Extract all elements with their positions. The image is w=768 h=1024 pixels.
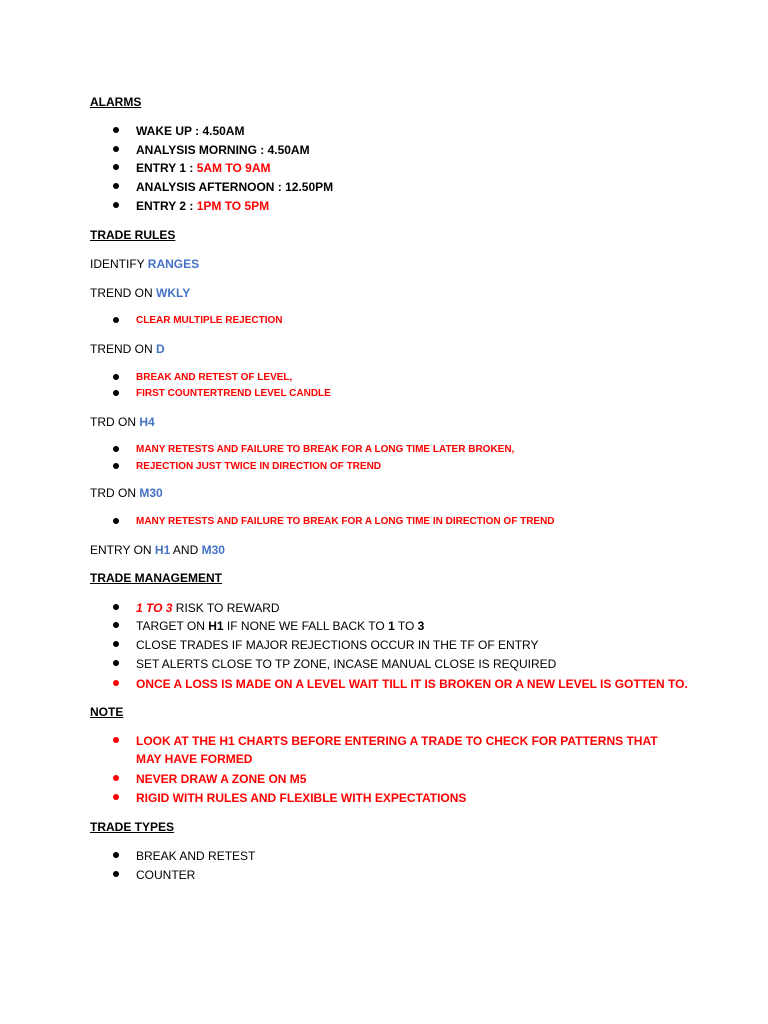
list-item <box>0 866 768 884</box>
list-item <box>0 312 768 330</box>
bullet-icon <box>113 871 119 877</box>
rule-text: REJECTION JUST TWICE IN DIRECTION OF TREND <box>136 461 382 472</box>
list-item <box>0 655 768 673</box>
trend-label: TRD ON <box>90 486 140 500</box>
bullet-icon <box>113 794 119 800</box>
identify-value: RANGES <box>147 257 200 271</box>
entry-and: AND <box>170 543 202 557</box>
timeframe-value: WKLY <box>156 286 191 300</box>
rule-text: MANY RETESTS AND FAILURE TO BREAK FOR A LONG TIME IN DIRECTION OF TREND <box>136 516 555 527</box>
rule-text: CLEAR MULTIPLE REJECTION <box>136 315 283 326</box>
timeframe-value: H1 <box>154 543 171 557</box>
target-timeframe: H1 <box>208 619 224 633</box>
bullet-icon <box>113 852 119 858</box>
list-item <box>0 617 768 635</box>
bullet-icon <box>113 183 119 189</box>
identify-line <box>90 257 199 271</box>
list-item <box>0 197 768 215</box>
alarm-time: 5AM TO 9AM <box>196 161 271 175</box>
list-item <box>0 178 768 196</box>
list-item <box>0 675 768 693</box>
alarm-time: 1PM TO 5PM <box>196 199 270 213</box>
ratio-value: 3 <box>417 619 425 633</box>
trade-type-text: BREAK AND RETEST <box>136 849 256 863</box>
list-item <box>0 458 768 476</box>
trend-d-line <box>90 342 165 356</box>
risk-ratio: 1 TO 3 <box>136 601 173 615</box>
alarm-label: ANALYSIS MORNING : 4.50AM <box>136 143 310 157</box>
note-heading: NOTE <box>90 705 124 719</box>
timeframe-value: M30 <box>201 543 225 557</box>
trade-management-heading: TRADE MANAGEMENT <box>90 571 222 585</box>
bullet-icon <box>113 146 119 152</box>
list-item <box>0 141 768 159</box>
bullet-icon <box>113 390 119 396</box>
bullet-icon <box>113 775 119 781</box>
management-text: CLOSE TRADES IF MAJOR REJECTIONS OCCUR IN THE TF OF ENTRY <box>136 638 539 652</box>
alarm-label: WAKE UP : 4.50AM <box>136 124 245 138</box>
alarm-label: ANALYSIS AFTERNOON : 12.50PM <box>136 180 334 194</box>
trd-h4-line <box>90 415 155 429</box>
trd-m30-line <box>90 486 163 500</box>
note-text: RIGID WITH RULES AND FLEXIBLE WITH EXPECTATIONS <box>136 791 467 805</box>
rule-text: BREAK AND RETEST OF LEVEL, <box>136 372 293 383</box>
list-item <box>0 159 768 177</box>
list-item <box>0 441 768 459</box>
rule-text: FIRST COUNTERTREND LEVEL CANDLE <box>136 388 331 399</box>
bullet-icon <box>113 518 119 524</box>
bullet-icon <box>113 737 119 743</box>
entry-line <box>90 543 225 557</box>
trend-label: TREND ON <box>90 342 156 356</box>
rule-text: MANY RETESTS AND FAILURE TO BREAK FOR A LONG TIME LATER BROKEN, <box>136 444 515 455</box>
entry-label: ENTRY ON <box>90 543 155 557</box>
list-item <box>0 636 768 654</box>
list-item <box>0 732 768 768</box>
bullet-icon <box>113 164 119 170</box>
bullet-icon <box>113 622 119 628</box>
note-text: LOOK AT THE H1 CHARTS BEFORE ENTERING A TRADE TO CHECK FOR PATTERNS THAT MAY HAVE FORMED <box>136 734 658 766</box>
management-text: TARGET ON <box>136 619 209 633</box>
timeframe-value: H4 <box>139 415 155 429</box>
bullet-icon <box>113 374 119 380</box>
timeframe-value: M30 <box>139 486 163 500</box>
bullet-icon <box>113 317 119 323</box>
bullet-icon <box>113 660 119 666</box>
list-item <box>0 122 768 140</box>
management-text: TO <box>394 619 418 633</box>
trade-type-text: COUNTER <box>136 868 196 882</box>
bullet-icon <box>113 680 119 686</box>
list-item <box>0 599 768 617</box>
management-text: RISK TO REWARD <box>172 601 280 615</box>
trend-label: TREND ON <box>90 286 156 300</box>
management-text: ONCE A LOSS IS MADE ON A LEVEL WAIT TILL IT IS BROKEN OR A NEW LEVEL IS GOTTEN TO. <box>136 677 688 691</box>
management-text: SET ALERTS CLOSE TO TP ZONE, INCASE MANUAL CLOSE IS REQUIRED <box>136 657 557 671</box>
alarms-heading: ALARMS <box>90 95 142 109</box>
bullet-icon <box>113 446 119 452</box>
identify-label: IDENTIFY <box>90 257 148 271</box>
trend-label: TRD ON <box>90 415 140 429</box>
bullet-icon <box>113 127 119 133</box>
alarm-label: ENTRY 2 : <box>136 199 197 213</box>
list-item <box>0 513 768 531</box>
list-item <box>0 770 768 788</box>
list-item <box>0 847 768 865</box>
note-text: NEVER DRAW A ZONE ON M5 <box>136 772 307 786</box>
ratio-value: 1 <box>388 619 395 633</box>
bullet-icon <box>113 202 119 208</box>
trend-wkly-line <box>90 286 190 300</box>
management-text: IF NONE WE FALL BACK TO <box>223 619 389 633</box>
bullet-icon <box>113 604 119 610</box>
list-item <box>0 789 768 807</box>
trade-rules-heading: TRADE RULES <box>90 228 176 242</box>
list-item <box>0 385 768 403</box>
timeframe-value: D <box>156 342 165 356</box>
bullet-icon <box>113 641 119 647</box>
alarm-label: ENTRY 1 : <box>136 161 197 175</box>
bullet-icon <box>113 463 119 469</box>
trade-types-heading: TRADE TYPES <box>90 820 175 834</box>
